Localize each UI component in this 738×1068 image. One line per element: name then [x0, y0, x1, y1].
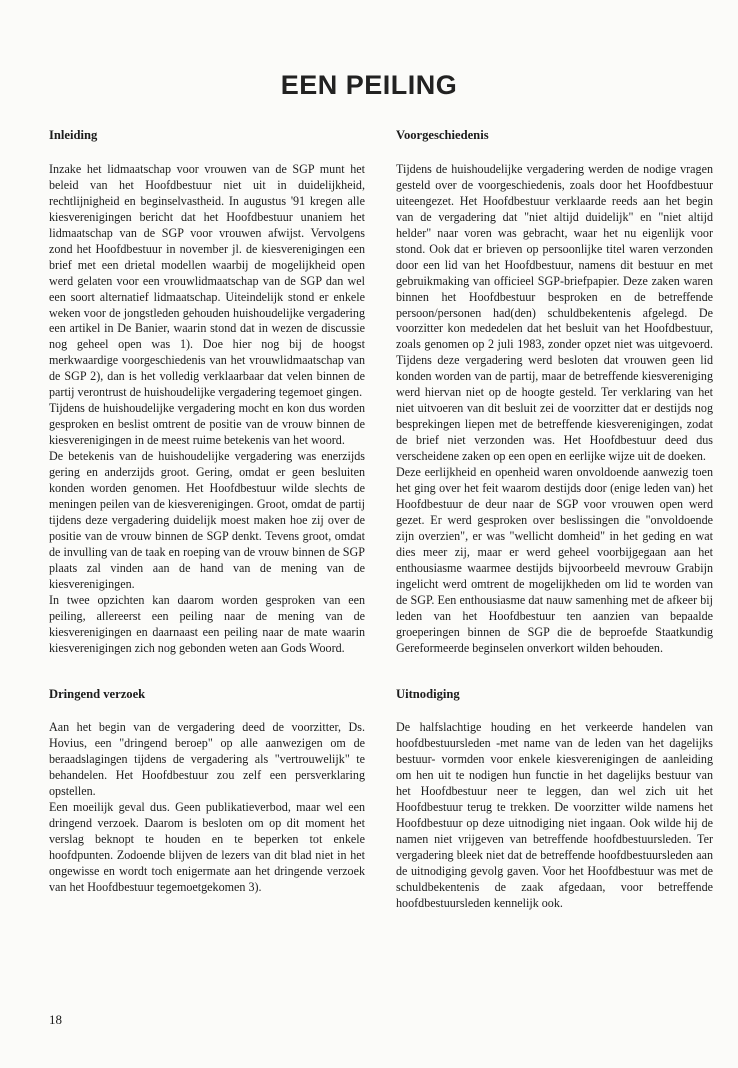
paragraph: Een moeilijk geval dus. Geen publikatieverbod, maar wel een dringend verzoek. Daarom is besloten om op dit moment het verslag beknopt te houden en te beperken tot enkele hoofdpunten. Zodoende blijven de lezers van dit blad niet in het ongewisse en wordt toch enigermate aan het dringende verzoek van het Hoofdbestuur tegemoetgekomen 3). [49, 800, 365, 894]
section-dringend-verzoek [49, 687, 365, 896]
paragraph: Deze eerlijkheid en openheid waren onvoldoende aanwezig toen het ging over het feit waarom destijds door (enige leden van) het Hoofdbestuur de deur naar de SGP voor vrouwen open werd gezet. Er werd gesproken over beslissingen die "onvoldoende zijn overzien", er was "wellicht domheid" in het geding en wat dies meer zij, maar er werd geheel voorbijgegaan aan het enthousiasme waarmee destijds bijvoorbeeld mevrouw Grabijn ingelicht werd omtrent de mogelijkheden om lid te worden van de SGP. Een enthousiasme dat nauw samenhing met de afkeer bij leden van het Hoofdbestuur ten aanzien van bepaalde groeperingen binnen de SGP die de beproefde Staatkundig Gereformeerde beginselen onverkort wilden behouden. [396, 465, 713, 655]
section-uitnodiging [396, 687, 713, 912]
paragraph: Tijdens de huishoudelijke vergadering mocht en kon dus worden gesproken en beslist omtrent de positie van de vrouw binnen de kiesverenigingen in de meest ruime betekenis van het woord. [49, 401, 365, 448]
section-heading: Dringend verzoek [49, 686, 146, 701]
page-title: EEN PEILING [280, 70, 458, 100]
section-heading: Voorgeschiedenis [396, 128, 489, 142]
paragraph: Tijdens de huishoudelijke vergadering werden de nodige vragen gesteld over de voorgeschiedenis, zoals door het Hoofdbestuur uiteengezet. Het Hoofdbestuur verklaarde reeds aan het begin van de vergadering dat "niet altijd duidelijk" en "niet altijd helder" naar voren was gebracht, waar het nu eigenlijk voor stond. Ook dat er brieven op persoonlijke titel waren verzonden door een lid van het Hoofdbestuur, namens dit bestuur en met gebruikmaking van officieel SGP-briefpapier. Deze zaken waren binnen het Hoofdbestuur besproken en de betreffende persoon/personen had(den) schuldbekentenis afgelegd. De voorzitter kon mededelen dat het besluit van het Hoofdbestuur, zoals genomen op 2 juli 1983, zonder opzet niet was uitgevoerd. Tijdens deze vergadering werd besloten dat vrouwen geen lid konden worden van de partij, maar de betreffende kiesvereniging werd hiervan niet op de hoogte gesteld. Ter verklaring van het niet uitvoeren van dit besluit zei de voorzitter dat er destijds nog besprekingen liepen met de betreffende kiesverenigingen, zodat de brief niet verzonden was. Het Hoofdbestuur deed dus verscheidene zaken op een open en eerlijke wijze uit de doeken. [396, 161, 713, 464]
section-voorgeschiedenis [396, 128, 713, 657]
paragraph: In twee opzichten kan daarom worden gesproken van een peiling, allereerst een peiling naar de mening van de kiesverenigingen en daarnaast een peiling naar de mate waarin kiesverenigingen zich nog gebonden weten aan Gods Woord. [49, 592, 365, 655]
right-column [396, 128, 713, 942]
page-number: 18 [49, 1012, 62, 1027]
paragraph: Inzake het lidmaatschap voor vrouwen van de SGP munt het beleid van het Hoofdbestuur niet uit in duidelijkheid, rechtlijnigheid en beginselvastheid. In augustus '91 kregen alle kiesverenigingen bericht dat het Hoofdbestuur unaniem het lidmaatschap van de SGP voor vrouwen afwijst. Vervolgens zond het Hoofdbestuur in november jl. de kiesverenigingen een brief met een drietal modellen waarbij de mogelijkheid open werd gelaten voor een vrouwlidmaatschap van de SGP dan wel een soort alternatief lidmaatschap. Uiteindelijk stond er enkele weken voor de jongstleden gehouden huishoudelijke vergadering een artikel in De Banier, waarin stond dat in wezen de discussie nog geheel open was 1). Doe hier nog bij de hoogst merkwaardige voorgeschiedenis van het vrouwlidmaatschap van de SGP 2), dan is het volledig verklaarbaar dat velen binnen de partij verontrust de huishoudelijke vergadering tegemoet gingen. [49, 161, 365, 400]
left-column [49, 128, 365, 926]
paragraph: De betekenis van de huishoudelijke vergadering was enerzijds gering en anderzijds groot. Gering, omdat er geen besluiten konden worden genomen. Het Hoofdbestuur wilde slechts de meningen peilen van de kiesverenigingen. Groot, omdat de partij tijdens deze vergadering duidelijk moest maken hoe zij over de positie van de vrouw binnen de SGP denkt. Tevens groot, omdat de invulling van de taak en roeping van de vrouw binnen de SGP plaats zal vinden aan de hand van de mening van de kiesverenigingen. [49, 449, 365, 591]
section-inleiding [49, 128, 365, 657]
paragraph: De halfslachtige houding en het verkeerde handelen van hoofdbestuursleden -met name van de leden van het dagelijks bestuur- vormden voor enkele kiesverenigingen de aanleiding om hen uit te nodigen hun functie in het dagelijks bestuur van het Hoofdbestuur neer te leggen, dan wel zich uit het Hoofdbestuur terug te trekken. De voorzitter wilde namens het Hoofdbestuur op deze uitnodiging niet ingaan. Ook wilde hij de namen niet vrijgeven van betreffende hoofdbestuursleden. Ter vergadering bleek niet dat de betreffende hoofdbestuursleden aan de uitnodiging gevolg gaven. Voor het Hoofdbestuur was met de schuldbekentenis de zaak afgedaan, voor betreffende hoofdbestuursleden kennelijk ook. [396, 720, 713, 910]
paragraph: Aan het begin van de vergadering deed de voorzitter, Ds. Hovius, een "dringend beroep" op alle aanwezigen om de beraadslagingen tijdens de vergadering als "vertrouwelijk" te behandelen. Het Hoofdbestuur zou zelf een persverklaring opstellen. [49, 720, 365, 799]
section-heading: Uitnodiging [396, 686, 460, 701]
section-heading: Inleiding [49, 128, 98, 142]
